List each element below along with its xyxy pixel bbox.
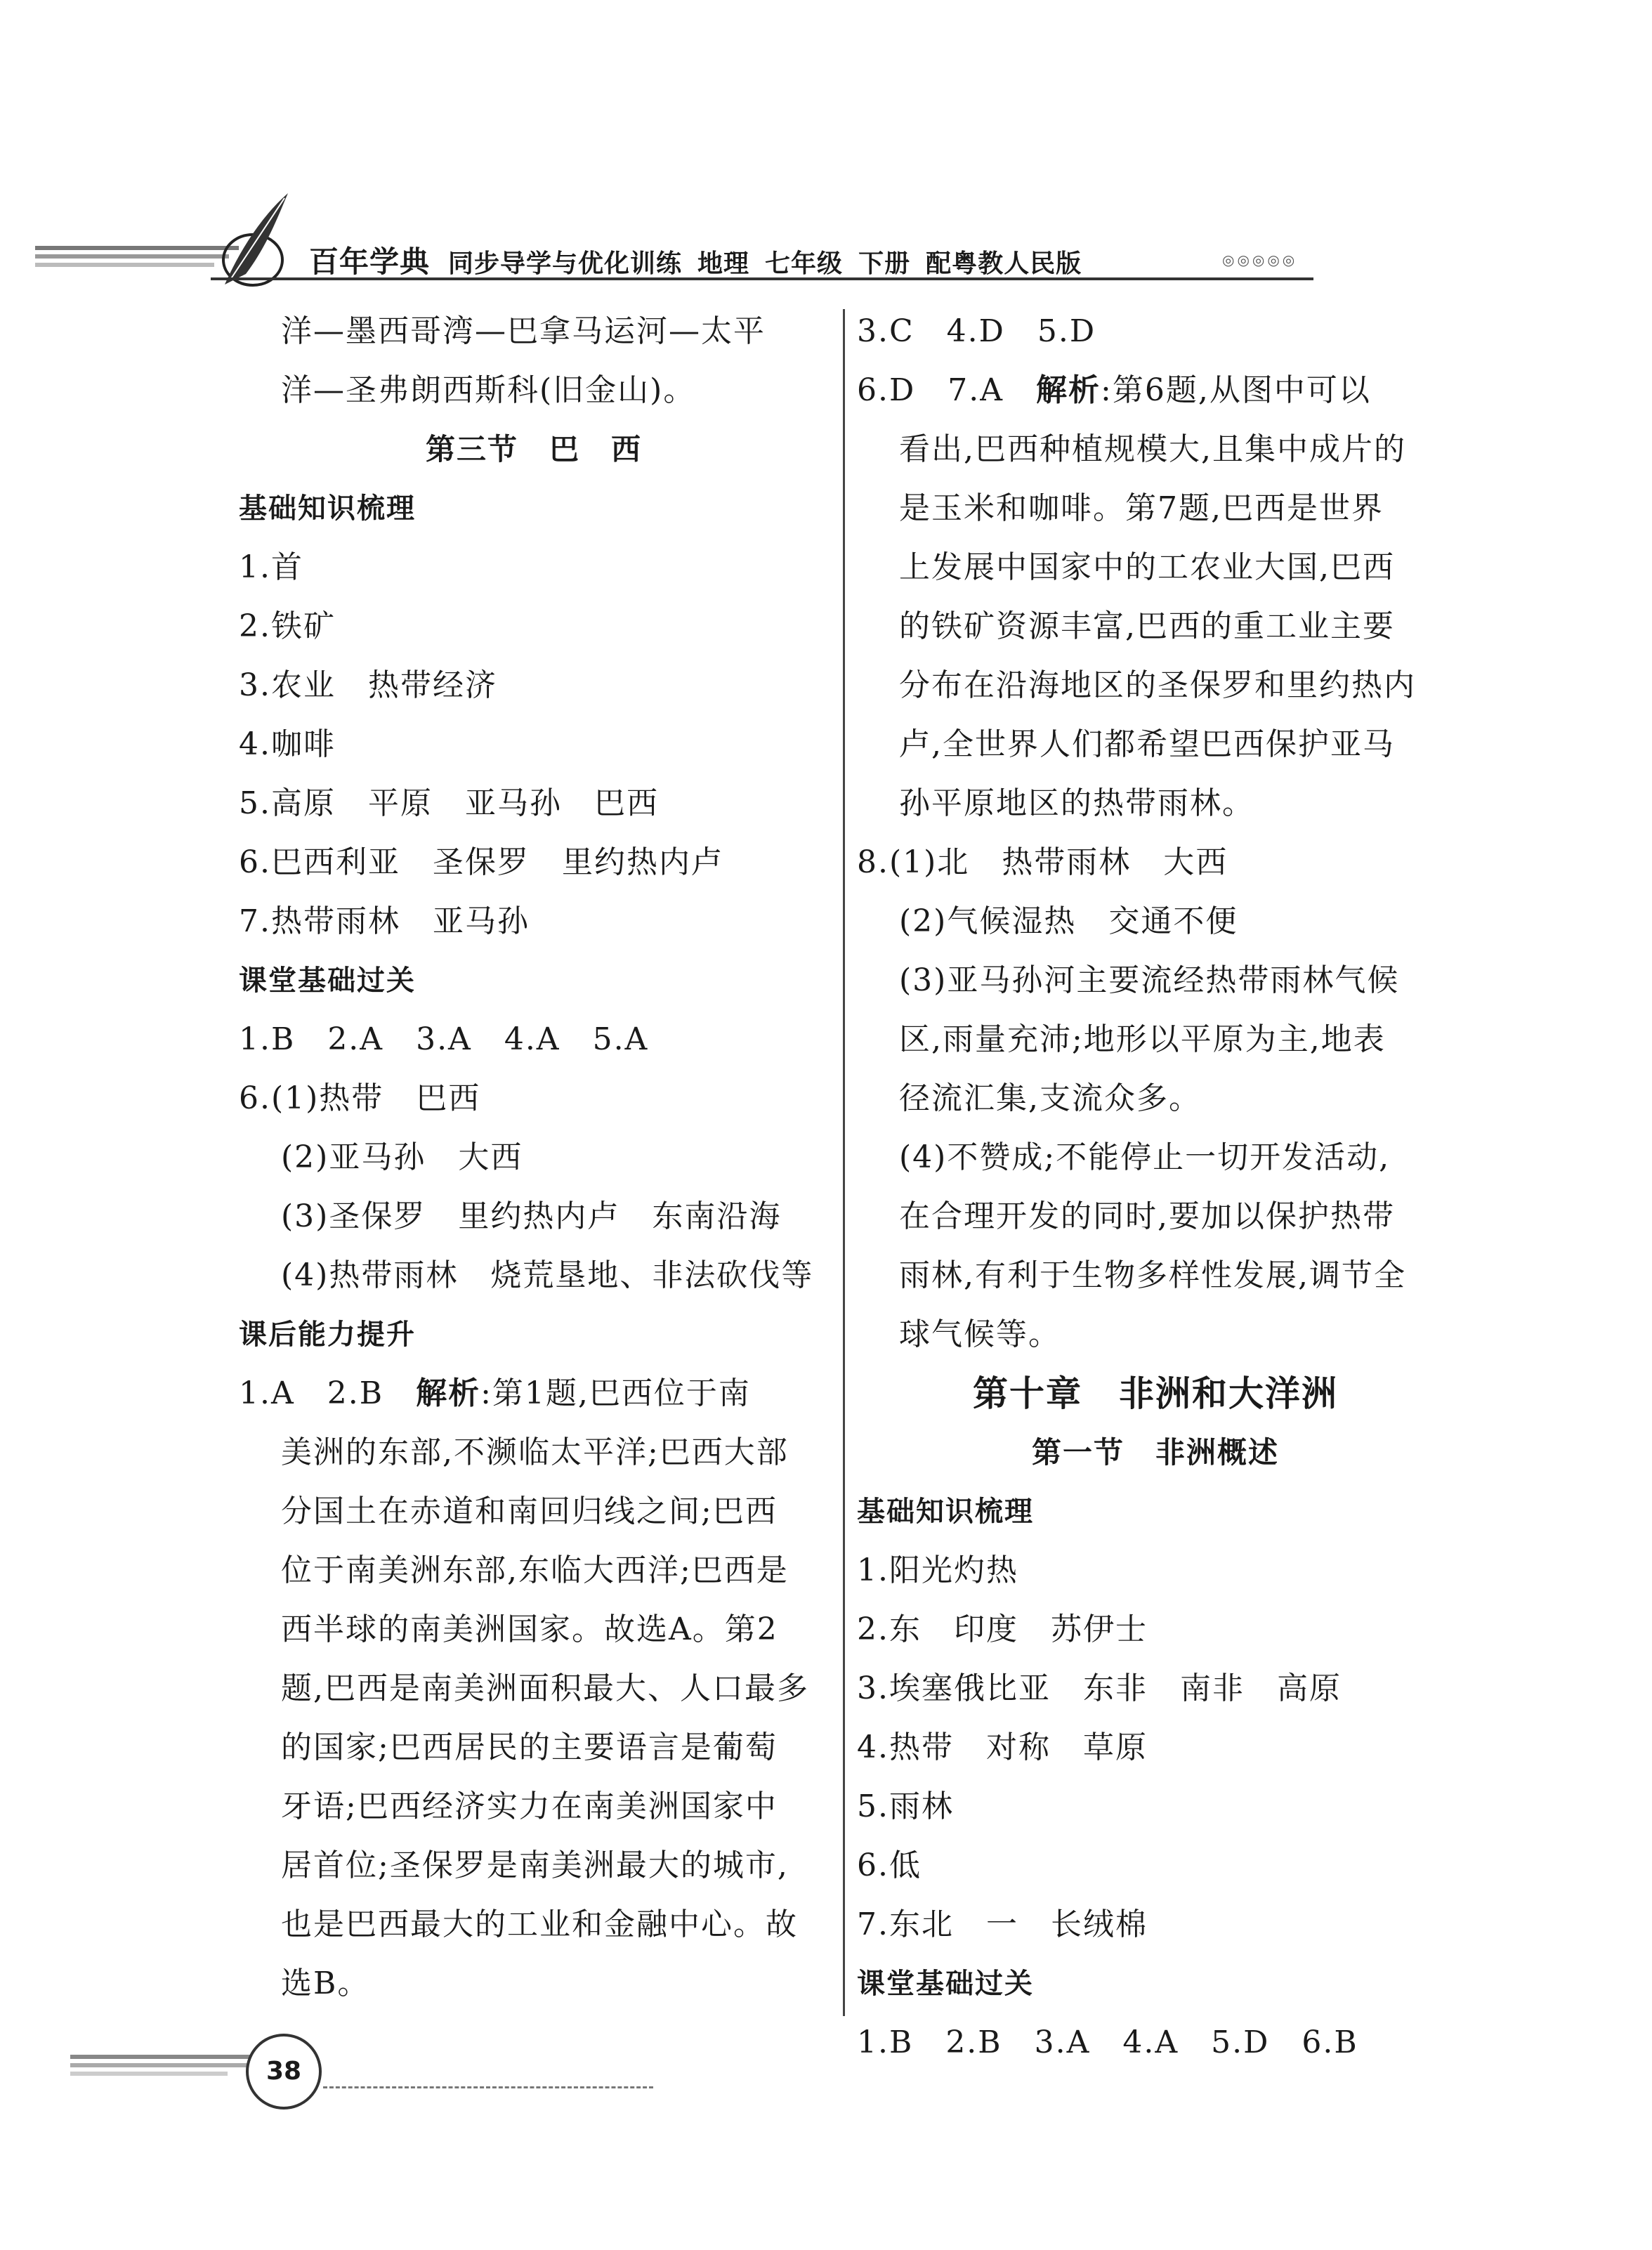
text-line: 洋—墨西哥湾—巴拿马运河—太平 [281,313,766,349]
answer-text: 6.D 7.A [857,372,1037,408]
footer-decor-lines [70,2055,267,2080]
text-line: 是玉米和咖啡。第7题,巴西是世界 [899,490,1384,526]
text-line: 西半球的南美洲国家。故选A。第2 [281,1611,778,1647]
text-line: 1.首 [239,549,303,585]
section-heading: 第三节 巴 西 [425,432,642,466]
text-line: 分布在沿海地区的圣保罗和里约热内 [899,667,1416,703]
text-line: 1.阳光灼热 [857,1552,1018,1588]
text-line: 的国家;巴西居民的主要语言是葡萄 [281,1729,778,1765]
text-line: 也是巴西最大的工业和金融中心。故 [281,1906,798,1942]
text-line: (2)气候湿热 交通不便 [899,903,1238,939]
subsection-heading: 基础知识梳理 [857,1496,1034,1528]
grade: 七年级 [765,249,844,278]
analysis-text: :第6题,从图中可以 [1101,372,1371,408]
text-line: (2)亚马孙 大西 [281,1139,523,1175]
text-line: (4)不赞成;不能停止一切开发活动, [899,1139,1391,1175]
text-line: 的铁矿资源丰富,巴西的重工业主要 [899,608,1395,644]
header-dots-decor: ◎◎◎◎◎ [1222,251,1298,268]
text-line: 6.巴西利亚 圣保罗 里约热内卢 [239,844,723,880]
text-line: 牙语;巴西经济实力在南美洲国家中 [281,1788,778,1824]
right-column [857,302,1454,2072]
text-line [857,361,1454,420]
text-line: 5.雨林 [857,1788,954,1824]
series-name: 同步导学与优化训练 [448,249,683,278]
answer-text: 1.A 2.B [239,1375,417,1411]
header-title [309,239,1097,281]
text-line: 位于南美洲东部,东临大西洋;巴西是 [281,1552,789,1588]
text-line: 4.热带 对称 草原 [857,1729,1148,1765]
text-line: 2.铁矿 [239,608,336,644]
text-line: 分国土在赤道和南回归线之间;巴西 [281,1493,778,1529]
text-line: 在合理开发的同时,要加以保护热带 [899,1198,1395,1234]
left-column [239,302,829,2013]
text-line: 上发展中国家中的工农业大国,巴西 [899,549,1395,585]
text-line: 3.农业 热带经济 [239,667,497,703]
analysis-text: :第1题,巴西位于南 [480,1375,751,1411]
subsection-heading: 课堂基础过关 [239,964,416,997]
chapter-heading: 第十章 非洲和大洋洲 [973,1373,1338,1414]
subject: 地理 [697,249,750,278]
subsection-heading: 课后能力提升 [239,1319,416,1351]
text-line [239,1364,829,1423]
text-line: 卢,全世界人们都希望巴西保护亚马 [899,726,1395,762]
text-line: 8.(1)北 热带雨林 大西 [857,844,1228,880]
text-line: 1.B 2.A 3.A 4.A 5.A [239,1021,649,1057]
text-line: 6.低 [857,1847,922,1883]
analysis-label: 解析 [416,1375,481,1411]
text-line: 6.(1)热带 巴西 [239,1080,481,1116]
text-line: 洋—圣弗朗西斯科(旧金山)。 [281,372,696,408]
subsection-heading: 基础知识梳理 [239,492,416,525]
analysis-label: 解析 [1036,372,1101,408]
text-line: (3)亚马孙河主要流经热带雨林气候 [899,962,1400,998]
text-line: 1.B 2.B 3.A 4.A 5.D 6.B [857,2025,1358,2060]
text-line: 4.咖啡 [239,726,336,762]
text-line: 7.东北 一 长绒棉 [857,1906,1148,1942]
text-line: 区,雨量充沛;地形以平原为主,地表 [899,1021,1386,1057]
text-line: (3)圣保罗 里约热内卢 东南沿海 [281,1198,782,1234]
subsection-heading: 课堂基础过关 [857,1968,1034,2000]
text-line: 3.埃塞俄比亚 东非 南非 高原 [857,1670,1342,1706]
text-line: 题,巴西是南美洲面积最大、人口最多 [281,1670,809,1706]
text-line: 径流汇集,支流众多。 [899,1080,1201,1116]
text-line: 居首位;圣保罗是南美洲最大的城市, [281,1847,789,1883]
volume: 下册 [858,249,911,278]
page-header [0,190,1652,295]
text-line: 看出,巴西种植规模大,且集中成片的 [899,431,1406,467]
text-line: 球气候等。 [899,1316,1061,1352]
text-line: 美洲的东部,不濒临太平洋;巴西大部 [281,1434,789,1470]
text-line: 孙平原地区的热带雨林。 [899,785,1254,821]
text-line: 选B。 [281,1966,370,2001]
text-line: 3.C 4.D 5.D [857,313,1096,349]
footer-dashed-rule [323,2086,653,2088]
header-decor-lines [35,246,239,274]
text-line: (4)热带雨林 烧荒垦地、非法砍伐等 [281,1257,814,1293]
quill-icon [211,190,302,288]
text-line: 2.东 印度 苏伊士 [857,1611,1148,1647]
section-heading: 第一节 非洲概述 [1031,1435,1279,1470]
text-line: 7.热带雨林 亚马孙 [239,903,530,939]
column-divider [843,309,845,2016]
text-line: 雨林,有利于生物多样性发展,调节全 [899,1257,1406,1293]
brand-name: 百年学典 [309,244,431,279]
page-footer [28,2034,646,2118]
page-number: 38 [246,2034,322,2110]
text-line: 5.高原 平原 亚马孙 巴西 [239,785,659,821]
edition: 配粤教人民版 [926,249,1082,278]
